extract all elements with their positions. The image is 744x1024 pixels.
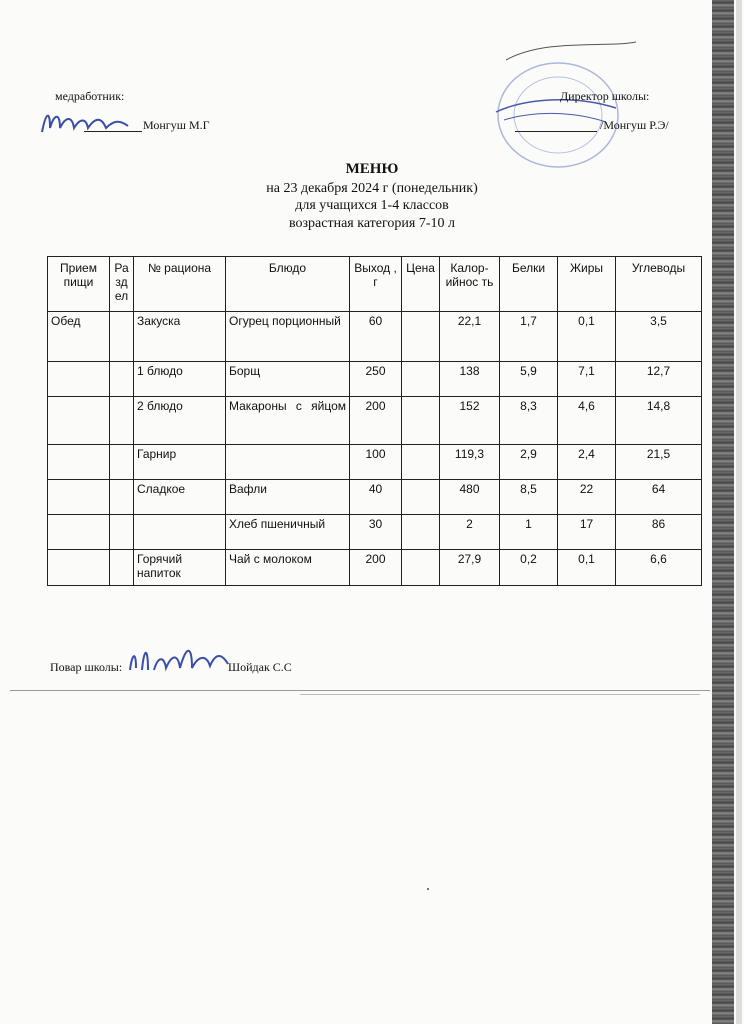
cook-label: Повар школы: bbox=[50, 660, 123, 674]
table-header-row bbox=[48, 257, 702, 312]
table-row bbox=[48, 397, 702, 445]
scan-edge-margin bbox=[736, 0, 742, 1024]
table-row bbox=[48, 312, 702, 362]
table-row bbox=[48, 480, 702, 515]
scan-fold-line bbox=[10, 690, 710, 691]
cell-dish: Макароны с яйцом bbox=[226, 397, 350, 445]
cell-fats: 2,4 bbox=[558, 445, 616, 480]
cell-section bbox=[110, 397, 134, 445]
cell-output: 60 bbox=[350, 312, 402, 362]
cell-output: 40 bbox=[350, 480, 402, 515]
menu-title: МЕНЮ bbox=[345, 161, 399, 177]
cell-carbs: 12,7 bbox=[616, 362, 702, 397]
menu-audience: для учащихся 1-4 классов bbox=[295, 198, 449, 213]
cell-ration: Гарнир bbox=[134, 445, 226, 480]
col-calories: Калор-ийнос ть bbox=[440, 257, 500, 312]
cell-calories: 152 bbox=[440, 397, 500, 445]
col-section: Ра зд ел bbox=[110, 257, 134, 312]
col-proteins: Белки bbox=[500, 257, 558, 312]
cell-price bbox=[402, 312, 440, 362]
cell-proteins: 0,2 bbox=[500, 550, 558, 586]
cell-meal bbox=[48, 445, 110, 480]
col-output: Выход , г bbox=[350, 257, 402, 312]
cell-proteins: 1 bbox=[500, 515, 558, 550]
cell-ration: Сладкое bbox=[134, 480, 226, 515]
scan-dust-speck bbox=[427, 888, 429, 890]
cell-meal: Обед bbox=[48, 312, 110, 362]
table-row bbox=[48, 515, 702, 550]
cook-signature bbox=[124, 640, 234, 680]
cell-output: 200 bbox=[350, 550, 402, 586]
table-row bbox=[48, 362, 702, 397]
cell-output: 200 bbox=[350, 397, 402, 445]
director-label: Директор школы: bbox=[560, 89, 650, 103]
cell-fats: 22 bbox=[558, 480, 616, 515]
cell-fats: 4,6 bbox=[558, 397, 616, 445]
cell-calories: 480 bbox=[440, 480, 500, 515]
cell-output: 100 bbox=[350, 445, 402, 480]
cell-dish: Борщ bbox=[226, 362, 350, 397]
cell-proteins: 5,9 bbox=[500, 362, 558, 397]
cell-fats: 0,1 bbox=[558, 550, 616, 586]
cell-ration: 2 блюдо bbox=[134, 397, 226, 445]
cell-calories: 27,9 bbox=[440, 550, 500, 586]
cell-output: 30 bbox=[350, 515, 402, 550]
medic-name: Монгуш М.Г bbox=[143, 118, 210, 132]
menu-date: на 23 декабря 2024 г (понедельник) bbox=[266, 181, 478, 196]
cell-section bbox=[110, 445, 134, 480]
cell-dish: Чай с молоком bbox=[226, 550, 350, 586]
scan-edge-shadow bbox=[712, 0, 734, 1024]
cell-calories: 119,3 bbox=[440, 445, 500, 480]
col-price: Цена bbox=[402, 257, 440, 312]
school-stamp bbox=[466, 40, 641, 170]
cell-carbs: 86 bbox=[616, 515, 702, 550]
cell-price bbox=[402, 550, 440, 586]
cell-dish: Вафли bbox=[226, 480, 350, 515]
menu-age-category: возрастная категория 7-10 л bbox=[289, 216, 455, 231]
cell-ration: 1 блюдо bbox=[134, 362, 226, 397]
scan-fold-line-2 bbox=[300, 694, 700, 695]
cell-dish: Хлеб пшеничный bbox=[226, 515, 350, 550]
table-row bbox=[48, 550, 702, 586]
table-row bbox=[48, 445, 702, 480]
cell-calories: 138 bbox=[440, 362, 500, 397]
cell-meal bbox=[48, 362, 110, 397]
cell-meal bbox=[48, 397, 110, 445]
col-meal: Прием пищи bbox=[48, 257, 110, 312]
menu-table bbox=[47, 256, 702, 586]
cell-section bbox=[110, 550, 134, 586]
cell-calories: 2 bbox=[440, 515, 500, 550]
cell-carbs: 3,5 bbox=[616, 312, 702, 362]
director-underline bbox=[515, 131, 597, 132]
cell-proteins: 8,5 bbox=[500, 480, 558, 515]
col-ration: № рациона bbox=[134, 257, 226, 312]
cell-carbs: 14,8 bbox=[616, 397, 702, 445]
cell-ration: Горячий напиток bbox=[134, 550, 226, 586]
cell-calories: 22,1 bbox=[440, 312, 500, 362]
cell-fats: 7,1 bbox=[558, 362, 616, 397]
cell-fats: 0,1 bbox=[558, 312, 616, 362]
cell-dish: Огурец порционный bbox=[226, 312, 350, 362]
cell-price bbox=[402, 362, 440, 397]
col-carbs: Углеводы bbox=[616, 257, 702, 312]
cell-carbs: 6,6 bbox=[616, 550, 702, 586]
cell-section bbox=[110, 362, 134, 397]
cook-name: Шойдак С.С bbox=[228, 660, 292, 674]
cell-proteins: 1,7 bbox=[500, 312, 558, 362]
cell-price bbox=[402, 397, 440, 445]
col-fats: Жиры bbox=[558, 257, 616, 312]
medic-underline bbox=[84, 131, 142, 132]
cell-price bbox=[402, 515, 440, 550]
cell-ration bbox=[134, 515, 226, 550]
cell-meal bbox=[48, 550, 110, 586]
cell-meal bbox=[48, 480, 110, 515]
cell-section bbox=[110, 515, 134, 550]
cell-section bbox=[110, 480, 134, 515]
col-dish: Блюдо bbox=[226, 257, 350, 312]
cell-proteins: 8,3 bbox=[500, 397, 558, 445]
cell-ration: Закуска bbox=[134, 312, 226, 362]
cell-price bbox=[402, 445, 440, 480]
cell-output: 250 bbox=[350, 362, 402, 397]
cell-fats: 17 bbox=[558, 515, 616, 550]
cell-meal bbox=[48, 515, 110, 550]
medic-signature bbox=[36, 106, 146, 142]
cell-carbs: 21,5 bbox=[616, 445, 702, 480]
cell-price bbox=[402, 480, 440, 515]
cell-carbs: 64 bbox=[616, 480, 702, 515]
cell-section bbox=[110, 312, 134, 362]
director-name: /Монгуш Р.Э/ bbox=[600, 118, 669, 132]
cell-proteins: 2,9 bbox=[500, 445, 558, 480]
medic-label: медработник: bbox=[55, 89, 125, 103]
cell-dish bbox=[226, 445, 350, 480]
